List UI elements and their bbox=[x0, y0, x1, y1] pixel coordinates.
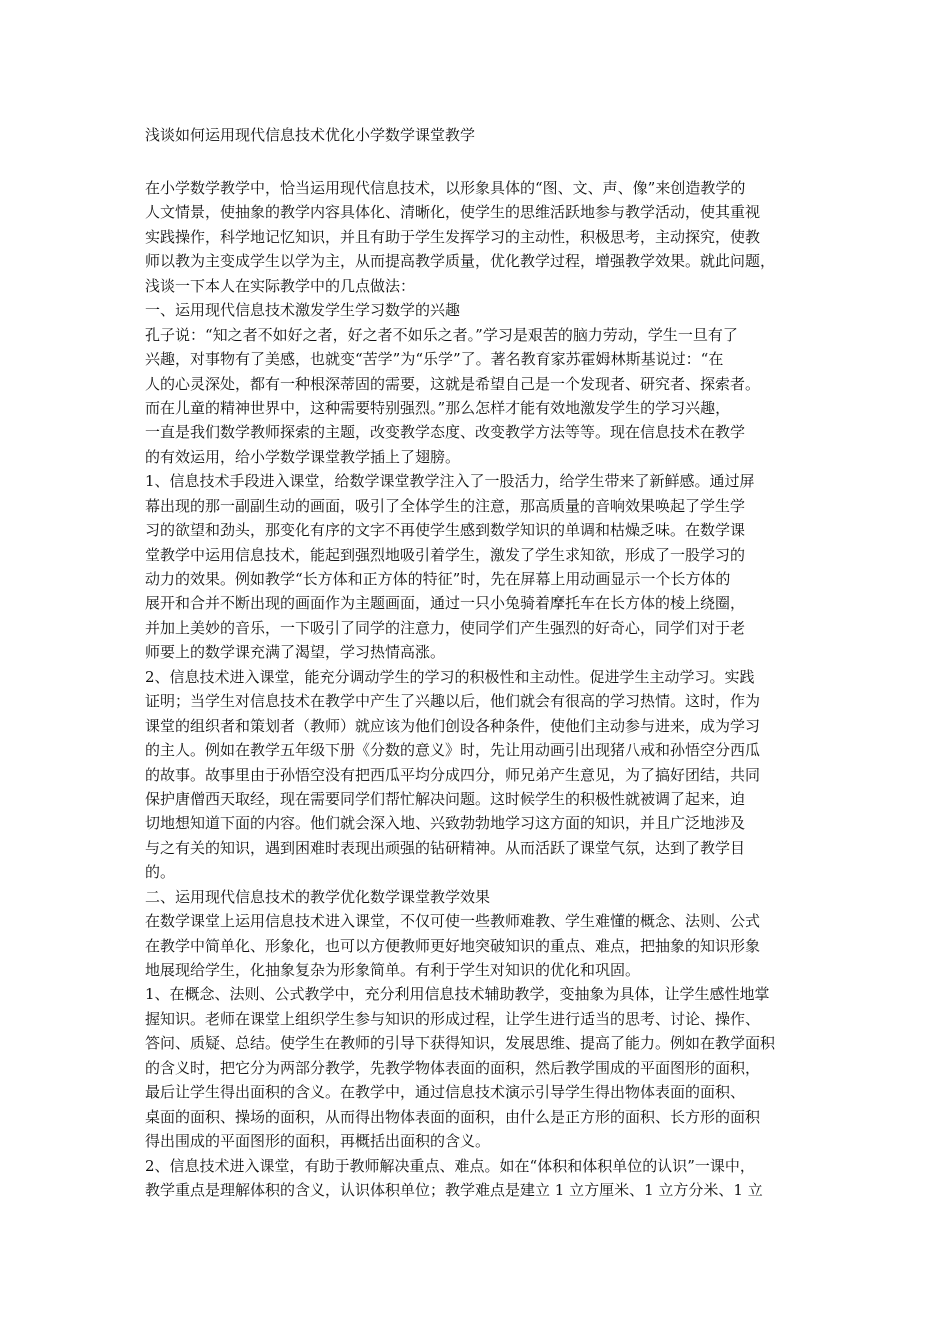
paragraph-line: 二、运用现代信息技术的教学优化数学课堂教学效果 bbox=[145, 887, 491, 906]
paragraph-line: 切地想知道下面的内容。他们就会深入地、兴致勃勃地学习这方面的知识，并且广泛地涉及 bbox=[145, 814, 746, 833]
paragraph-line: 与之有关的知识，遇到困难时表现出顽强的钻研精神。从而活跃了课堂气氛，达到了教学目 bbox=[145, 838, 746, 857]
paragraph-line: 而在儿童的精神世界中，这种需要特别强烈。”那么怎样才能有效地激发学生的学习兴趣， bbox=[145, 398, 731, 417]
document-title: 浅谈如何运用现代信息技术优化小学数学课堂教学 bbox=[145, 126, 476, 144]
paragraph-line: 实践操作，科学地记忆知识，并且有助于学生发挥学习的主动性，积极思考，主动探究，使教 bbox=[145, 227, 761, 246]
paragraph-line: 在教学中简单化、形象化，也可以方便教师更好地突破知识的重点、难点，把抽象的知识形象 bbox=[145, 936, 761, 955]
paragraph-line: 习的欲望和劲头，那变化有序的文字不再使学生感到数学知识的单调和枯燥乏味。在数学课 bbox=[145, 521, 746, 540]
paragraph-line: 师以教为主变成学生以学为主，从而提高教学质量，优化教学过程，增强教学效果。就此问题， bbox=[145, 252, 776, 271]
paragraph-line: 一、运用现代信息技术激发学生学习数学的兴趣 bbox=[145, 301, 461, 320]
paragraph-line: 一直是我们数学教师探索的主题，改变教学态度、改变教学方法等等。现在信息技术在教学 bbox=[145, 423, 746, 442]
paragraph-line: 的。 bbox=[145, 863, 176, 882]
paragraph-line: 课堂的组织者和策划者（教师）就应该为他们创设各种条件，使他们主动参与进来，成为学习 bbox=[145, 716, 761, 735]
paragraph-line: 人文情景，使抽象的教学内容具体化、清晰化，使学生的思维活跃地参与教学活动，使其重视 bbox=[145, 203, 761, 222]
paragraph-line: 动力的效果。例如教学“长方体和正方体的特征”时，先在屏幕上用动画显示一个长方体的 bbox=[145, 570, 731, 588]
paragraph-line: 1、信息技术手段进入课堂，给数学课堂教学注入了一股活力，给学生带来了新鲜感。通过屏 bbox=[145, 472, 755, 491]
paragraph-line: 浅谈一下本人在实际教学中的几点做法： bbox=[145, 276, 416, 295]
paragraph-line: 师要上的数学课充满了渴望，学习热情高涨。 bbox=[145, 643, 446, 662]
paragraph-line: 证明；当学生对信息技术在教学中产生了兴趣以后，他们就会有很高的学习热情。这时，作为 bbox=[145, 692, 761, 711]
paragraph-line: 答问、质疑、总结。使学生在教师的引导下获得知识，发展思维、提高了能力。例如在教学面积 bbox=[145, 1034, 776, 1053]
paragraph-line: 在小学数学教学中，恰当运用现代信息技术，以形象具体的“图、文、声、像”来创造教学的 bbox=[145, 179, 746, 197]
document-body bbox=[145, 176, 807, 1202]
paragraph-line: 最后让学生得出面积的含义。在教学中，通过信息技术演示引导学生得出物体表面的面积、 bbox=[145, 1083, 746, 1102]
paragraph-line: 教学重点是理解体积的含义，认识体积单位；教学难点是建立 1 立方厘米、1 立方分米、1 立 bbox=[145, 1180, 763, 1199]
paragraph-line: 2、信息技术进入课堂，有助于教师解决重点、难点。如在“体积和体积单位的认识”一课中， bbox=[145, 1156, 755, 1175]
paragraph-line: 人的心灵深处，都有一种根深蒂固的需要，这就是希望自己是一个发现者、研究者、探索者。 bbox=[145, 374, 761, 393]
paragraph-line: 孔子说：“知之者不如好之者，好之者不如乐之者。”学习是艰苦的脑力劳动，学生一旦有了 bbox=[145, 325, 738, 344]
paragraph-line: 的有效运用，给小学数学课堂教学插上了翅膀。 bbox=[145, 447, 461, 466]
paragraph-line: 桌面的面积、操场的面积，从而得出物体表面的面积，由什么是正方形的面积、长方形的面积 bbox=[145, 1107, 761, 1126]
paragraph-line: 保护唐僧西天取经，现在需要同学们帮忙解决问题。这时候学生的积极性就被调了起来，迫 bbox=[145, 789, 746, 808]
paragraph-line: 堂教学中运用信息技术，能起到强烈地吸引着学生，激发了学生求知欲，形成了一股学习的 bbox=[145, 545, 746, 564]
paragraph-line: 展开和合并不断出现的画面作为主题画面，通过一只小兔骑着摩托车在长方体的棱上绕圈， bbox=[145, 594, 746, 613]
paragraph-line: 的含义时，把它分为两部分教学，先教学物体表面的面积，然后教学围成的平面图形的面积， bbox=[145, 1058, 761, 1077]
paragraph-line: 地展现给学生，化抽象复杂为形象简单。有利于学生对知识的优化和巩固。 bbox=[145, 961, 641, 979]
paragraph-line: 兴趣，对事物有了美感，也就变“苦学”为“乐学”了。著名教育家苏霍姆林斯基说过：“在 bbox=[145, 350, 724, 369]
paragraph-line: 1、在概念、法则、公式教学中，充分利用信息技术辅助教学，变抽象为具体，让学生感性地掌 bbox=[145, 985, 770, 1004]
paragraph-line: 并加上美妙的音乐，一下吸引了同学的注意力，使同学们产生强烈的好奇心，同学们对于老 bbox=[145, 618, 746, 637]
paragraph-line: 得出围成的平面图形的面积，再概括出面积的含义。 bbox=[145, 1132, 491, 1151]
paragraph-line: 幕出现的那一副副生动的画面，吸引了全体学生的注意，那高质量的音响效果唤起了学生学 bbox=[145, 496, 746, 515]
paragraph-line: 2、信息技术进入课堂，能充分调动学生的学习的积极性和主动性。促进学生主动学习。实践 bbox=[145, 667, 755, 686]
paragraph-line: 握知识。老师在课堂上组织学生参与知识的形成过程，让学生进行适当的思考、讨论、操作、 bbox=[145, 1009, 761, 1028]
paragraph-line: 在数学课堂上运用信息技术进入课堂，不仅可使一些教师难教、学生难懂的概念、法则、公式 bbox=[145, 912, 761, 931]
paragraph-line: 的主人。例如在教学五年级下册《分数的意义》时，先让用动画引出现猪八戒和孙悟空分西瓜 bbox=[145, 741, 761, 760]
paragraph-line: 的故事。故事里由于孙悟空没有把西瓜平均分成四分，师兄弟产生意见，为了搞好团结，共同 bbox=[145, 765, 761, 784]
